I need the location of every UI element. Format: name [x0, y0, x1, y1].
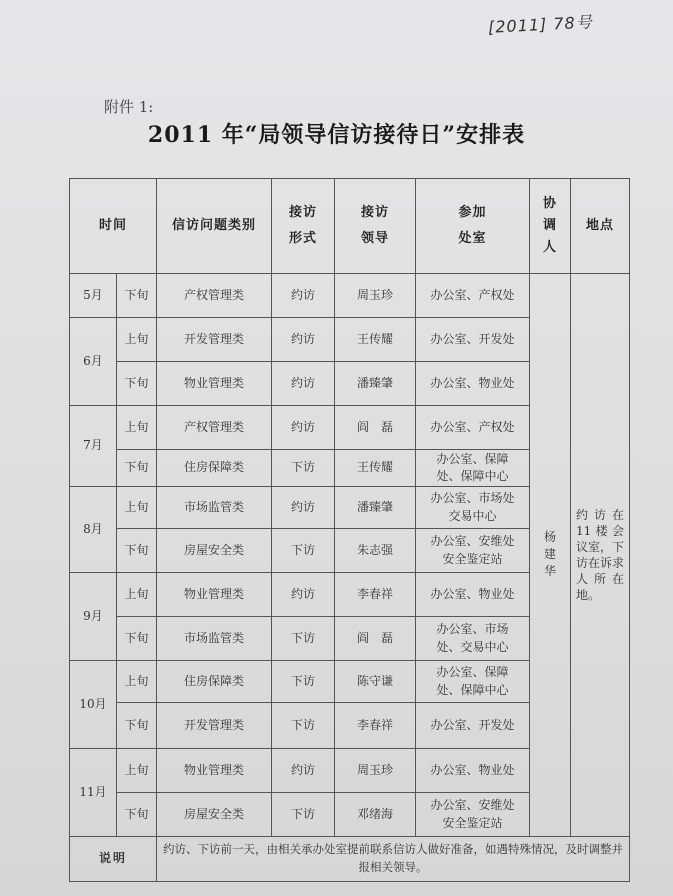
- period-cell: 下旬: [117, 793, 157, 837]
- category-cell: 物业管理类: [157, 749, 272, 793]
- note-row: [70, 837, 630, 882]
- dept-text: 办公室、安维处安全鉴定站: [430, 534, 515, 566]
- dept-cell: [416, 274, 530, 318]
- location-cell: [571, 274, 630, 837]
- period-cell: 上旬: [117, 749, 157, 793]
- dept-cell: [416, 661, 530, 703]
- dept-text: 办公室、市场处交易中心: [430, 491, 515, 523]
- dept-text: 办公室、产权处: [430, 419, 515, 434]
- period-cell: 上旬: [117, 318, 157, 362]
- dept-text: 办公室、产权处: [430, 287, 515, 302]
- header-location: 地点: [571, 179, 630, 274]
- leader-cell: 王传耀: [335, 318, 416, 362]
- header-time: 时间: [70, 179, 157, 274]
- form-cell: 约访: [272, 573, 335, 617]
- category-cell: 住房保障类: [157, 450, 272, 487]
- category-cell: 住房保障类: [157, 661, 272, 703]
- period-cell: 上旬: [117, 661, 157, 703]
- month-cell: 5月: [70, 274, 117, 318]
- coordinator-name: 杨建华: [544, 530, 557, 579]
- month-cell: 9月: [70, 573, 117, 661]
- form-cell: 下访: [272, 661, 335, 703]
- period-cell: 下旬: [117, 274, 157, 318]
- form-cell: 约访: [272, 487, 335, 529]
- month-cell: 6月: [70, 318, 117, 406]
- dept-cell: [416, 749, 530, 793]
- leader-cell: 陈守谦: [335, 661, 416, 703]
- leader-cell: 潘臻肇: [335, 487, 416, 529]
- header-leader: [335, 179, 416, 274]
- attachment-label: 附件 1:: [104, 98, 154, 116]
- period-cell: 下旬: [117, 617, 157, 661]
- period-cell: 上旬: [117, 573, 157, 617]
- dept-cell: [416, 617, 530, 661]
- month-cell: 8月: [70, 487, 117, 573]
- dept-cell: [416, 793, 530, 837]
- form-cell: 约访: [272, 274, 335, 318]
- table-row: [70, 274, 630, 318]
- dept-cell: [416, 529, 530, 573]
- category-cell: 开发管理类: [157, 318, 272, 362]
- period-cell: 上旬: [117, 406, 157, 450]
- header-category: 信访问题类别: [157, 179, 272, 274]
- leader-cell: 阎 磊: [335, 406, 416, 450]
- dept-text: 办公室、开发处: [430, 331, 515, 346]
- coordinator-cell: [530, 274, 571, 837]
- month-cell: 10月: [70, 661, 117, 749]
- form-cell: 约访: [272, 749, 335, 793]
- month-cell: 11月: [70, 749, 117, 837]
- period-cell: 下旬: [117, 529, 157, 573]
- dept-cell: [416, 450, 530, 487]
- form-cell: 下访: [272, 617, 335, 661]
- category-cell: 房屋安全类: [157, 793, 272, 837]
- leader-cell: 李春祥: [335, 573, 416, 617]
- category-cell: 产权管理类: [157, 406, 272, 450]
- month-cell: 7月: [70, 406, 117, 487]
- dept-text: 办公室、市场处、交易中心: [436, 622, 509, 654]
- dept-cell: [416, 703, 530, 749]
- form-cell: 下访: [272, 793, 335, 837]
- form-cell: 约访: [272, 406, 335, 450]
- leader-cell: 阎 磊: [335, 617, 416, 661]
- form-cell: 约访: [272, 318, 335, 362]
- period-cell: 下旬: [117, 362, 157, 406]
- category-cell: 市场监管类: [157, 617, 272, 661]
- location-text: 约访在11楼会议室，下访在诉求人所在地。: [576, 508, 625, 602]
- dept-text: 办公室、保障处、保障中心: [436, 451, 509, 483]
- leader-cell: 王传耀: [335, 450, 416, 487]
- leader-cell: 朱志强: [335, 529, 416, 573]
- note-label: 说明: [70, 837, 157, 882]
- handwritten-note: [2011] 78号: [487, 12, 594, 37]
- period-cell: 下旬: [117, 703, 157, 749]
- period-cell: 下旬: [117, 450, 157, 487]
- page-title: 2011 年“局领导信访接待日”安排表: [147, 122, 526, 148]
- dept-cell: [416, 573, 530, 617]
- header-dept: [416, 179, 530, 274]
- category-cell: 产权管理类: [157, 274, 272, 318]
- dept-cell: [416, 318, 530, 362]
- dept-text: 办公室、保障处、保障中心: [436, 665, 509, 697]
- leader-cell: 邓绪海: [335, 793, 416, 837]
- form-cell: 下访: [272, 703, 335, 749]
- period-cell: 上旬: [117, 487, 157, 529]
- header-form-text: 接访形式: [289, 205, 318, 246]
- header-leader-text: 接访领导: [361, 205, 390, 246]
- leader-cell: 李春祥: [335, 703, 416, 749]
- category-cell: 物业管理类: [157, 362, 272, 406]
- schedule-table: [69, 178, 630, 882]
- dept-text: 办公室、物业处: [430, 586, 515, 601]
- header-form: [272, 179, 335, 274]
- leader-cell: 周玉珍: [335, 274, 416, 318]
- dept-text: 办公室、物业处: [430, 762, 515, 777]
- form-cell: 约访: [272, 362, 335, 406]
- note-text: 约访、下访前一天，由相关承办处室提前联系信访人做好准备，如遇特殊情况，及时调整并报相关领导。: [157, 837, 630, 882]
- dept-text: 办公室、安维处安全鉴定站: [430, 798, 515, 830]
- dept-cell: [416, 487, 530, 529]
- category-cell: 开发管理类: [157, 703, 272, 749]
- dept-text: 办公室、开发处: [430, 717, 515, 732]
- header-row: [70, 179, 630, 274]
- header-coordinator: [530, 179, 571, 274]
- category-cell: 房屋安全类: [157, 529, 272, 573]
- form-cell: 下访: [272, 450, 335, 487]
- form-cell: 下访: [272, 529, 335, 573]
- dept-cell: [416, 406, 530, 450]
- category-cell: 市场监管类: [157, 487, 272, 529]
- header-dept-text: 参加处室: [458, 205, 487, 246]
- header-coordinator-text: 协调人: [543, 196, 558, 255]
- dept-cell: [416, 362, 530, 406]
- leader-cell: 潘臻肇: [335, 362, 416, 406]
- category-cell: 物业管理类: [157, 573, 272, 617]
- dept-text: 办公室、物业处: [430, 375, 515, 390]
- leader-cell: 周玉珍: [335, 749, 416, 793]
